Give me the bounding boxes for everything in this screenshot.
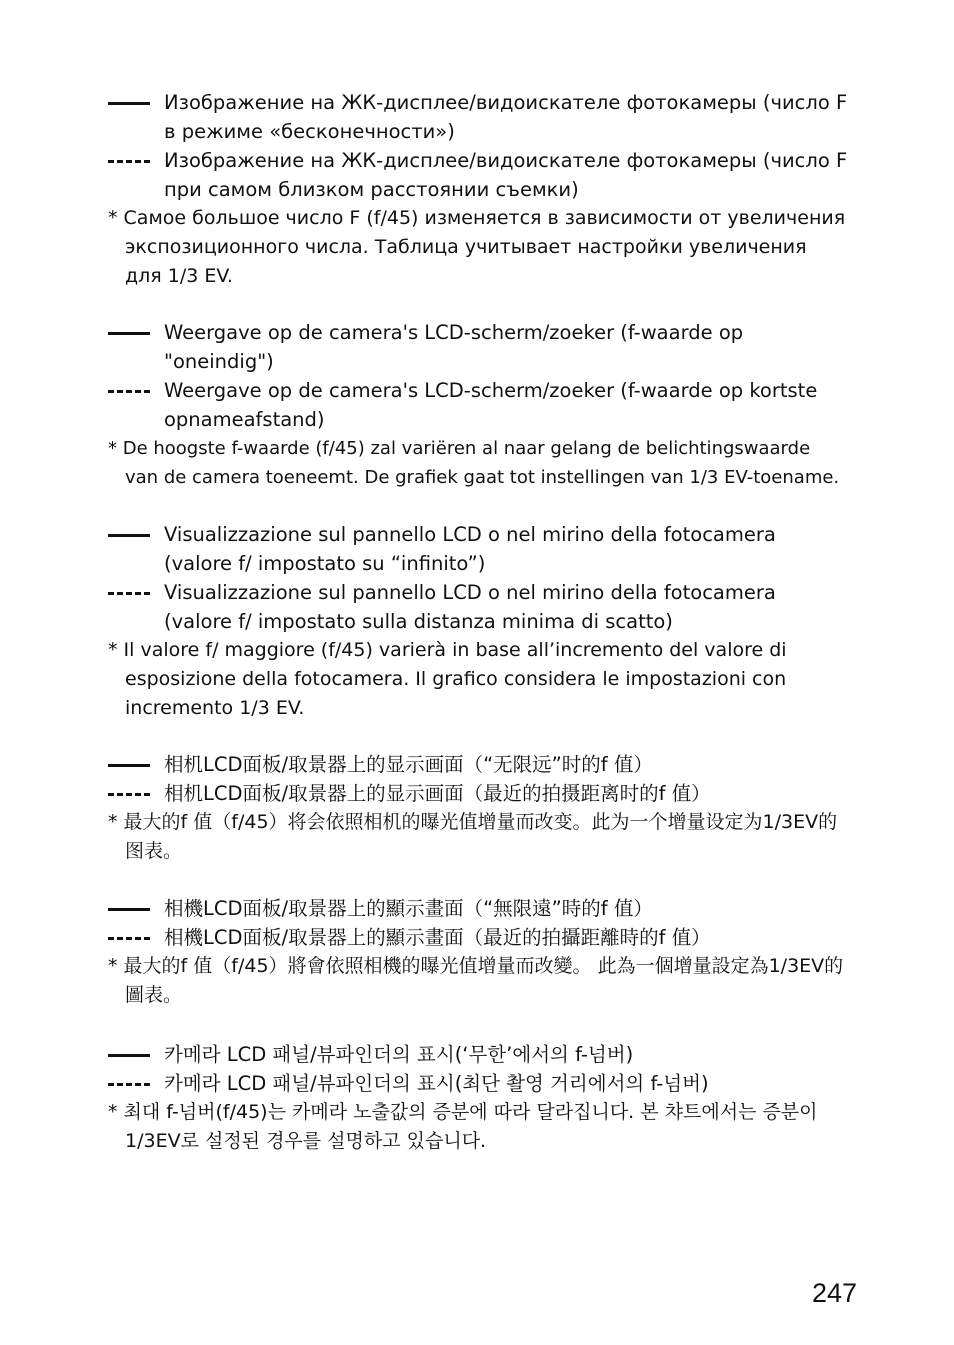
legend-solid-line	[108, 1040, 848, 1069]
legend-solid-text: 相机LCD面板/取景器上的显示画面（“无限远”时的f 值）	[164, 753, 653, 776]
legend-solid-line	[108, 750, 848, 779]
dashed-line-symbol	[108, 793, 150, 796]
legend-dashed-text: 카메라 LCD 패널/뷰파인더의 표시(최단 촬영 거리에서의 f-넘버)	[164, 1072, 709, 1095]
legend-solid-line	[108, 318, 848, 376]
footnote: * 最大的f 值（f/45）将会依照相机的曝光值增量而改变。此为一个增量设定为1/3EV的图表。	[108, 811, 838, 862]
legend-solid-text: Weergave op de camera's LCD-scherm/zoeker (f-waarde op "oneindig")	[164, 321, 744, 373]
page-number: 247	[812, 1278, 858, 1308]
legend-dashed-text: 相機LCD面板/取景器上的顯示畫面（最近的拍攝距離時的f 值）	[164, 926, 711, 949]
legend-solid-line	[108, 894, 848, 923]
solid-line-symbol	[108, 764, 150, 767]
legend-dashed-text: Weergave op de camera's LCD-scherm/zoeker (f-waarde op kortste opnameafstand)	[164, 379, 818, 431]
footnote: * Самое большое число F (f/45) изменяется в зависимости от увеличения экспозиционного числа. Таблица учитывает настройки увеличения для 1/3 EV.	[108, 207, 846, 287]
section-korean	[108, 1040, 848, 1156]
solid-line-symbol	[108, 332, 150, 335]
solid-line-symbol	[108, 102, 150, 105]
legend-dashed-text: Visualizzazione sul pannello LCD o nel mirino della fotocamera (valore f/ impostato sulla distanza minima di scatto)	[164, 581, 776, 633]
section-russian	[108, 88, 848, 291]
section-simplified-chinese	[108, 750, 848, 866]
dashed-line-symbol	[108, 160, 150, 163]
legend-solid-line	[108, 520, 848, 578]
footnote: * Il valore f/ maggiore (f/45) varierà in base all’incremento del valore di esposizione della fotocamera. Il grafico considera le impostazioni con incremento 1/3 EV.	[108, 639, 787, 719]
legend-dashed-line	[108, 923, 848, 952]
solid-line-symbol	[108, 534, 150, 537]
legend-solid-text: 相機LCD面板/取景器上的顯示畫面（“無限遠”時的f 值）	[164, 897, 653, 920]
legend-dashed-line	[108, 146, 848, 204]
solid-line-symbol	[108, 1054, 150, 1057]
legend-dashed-text: 相机LCD面板/取景器上的显示画面（最近的拍摄距离时的f 值）	[164, 782, 711, 805]
legend-solid-line	[108, 88, 848, 146]
footnote: * 最大的f 值（f/45）將會依照相機的曝光值增量而改變。 此為一個增量設定為1/3EV的圖表。	[108, 955, 844, 1006]
dashed-line-symbol	[108, 937, 150, 940]
section-dutch	[108, 318, 848, 492]
legend-dashed-line	[108, 578, 848, 636]
solid-line-symbol	[108, 908, 150, 911]
footnote: * 최대 f-넘버(f/45)는 카메라 노출값의 증분에 따라 달라집니다. 본 챠트에서는 증분이 1/3EV로 설정된 경우를 설명하고 있습니다.	[108, 1101, 818, 1152]
legend-solid-text: 카메라 LCD 패널/뷰파인더의 표시(‘무한’에서의 f-넘버)	[164, 1043, 634, 1066]
legend-dashed-text: Изображение на ЖК-дисплее/видоискателе фотокамеры (число F при самом близком расстоянии съемки)	[164, 149, 848, 201]
dashed-line-symbol	[108, 592, 150, 595]
legend-solid-text: Изображение на ЖК-дисплее/видоискателе фотокамеры (число F в режиме «бесконечности»)	[164, 91, 848, 143]
legend-dashed-line	[108, 376, 848, 434]
section-italian	[108, 520, 848, 723]
dashed-line-symbol	[108, 1083, 150, 1086]
legend-dashed-line	[108, 779, 848, 808]
section-traditional-chinese	[108, 894, 848, 1010]
footnote: * De hoogste f-waarde (f/45) zal variëren al naar gelang de belichtingswaarde van de camera toeneemt. De grafiek gaat tot instellingen van 1/3 EV-toename.	[108, 438, 840, 488]
legend-dashed-line	[108, 1069, 848, 1098]
legend-solid-text: Visualizzazione sul pannello LCD o nel mirino della fotocamera (valore f/ impostato su “infinito”)	[164, 523, 776, 575]
dashed-line-symbol	[108, 390, 150, 393]
